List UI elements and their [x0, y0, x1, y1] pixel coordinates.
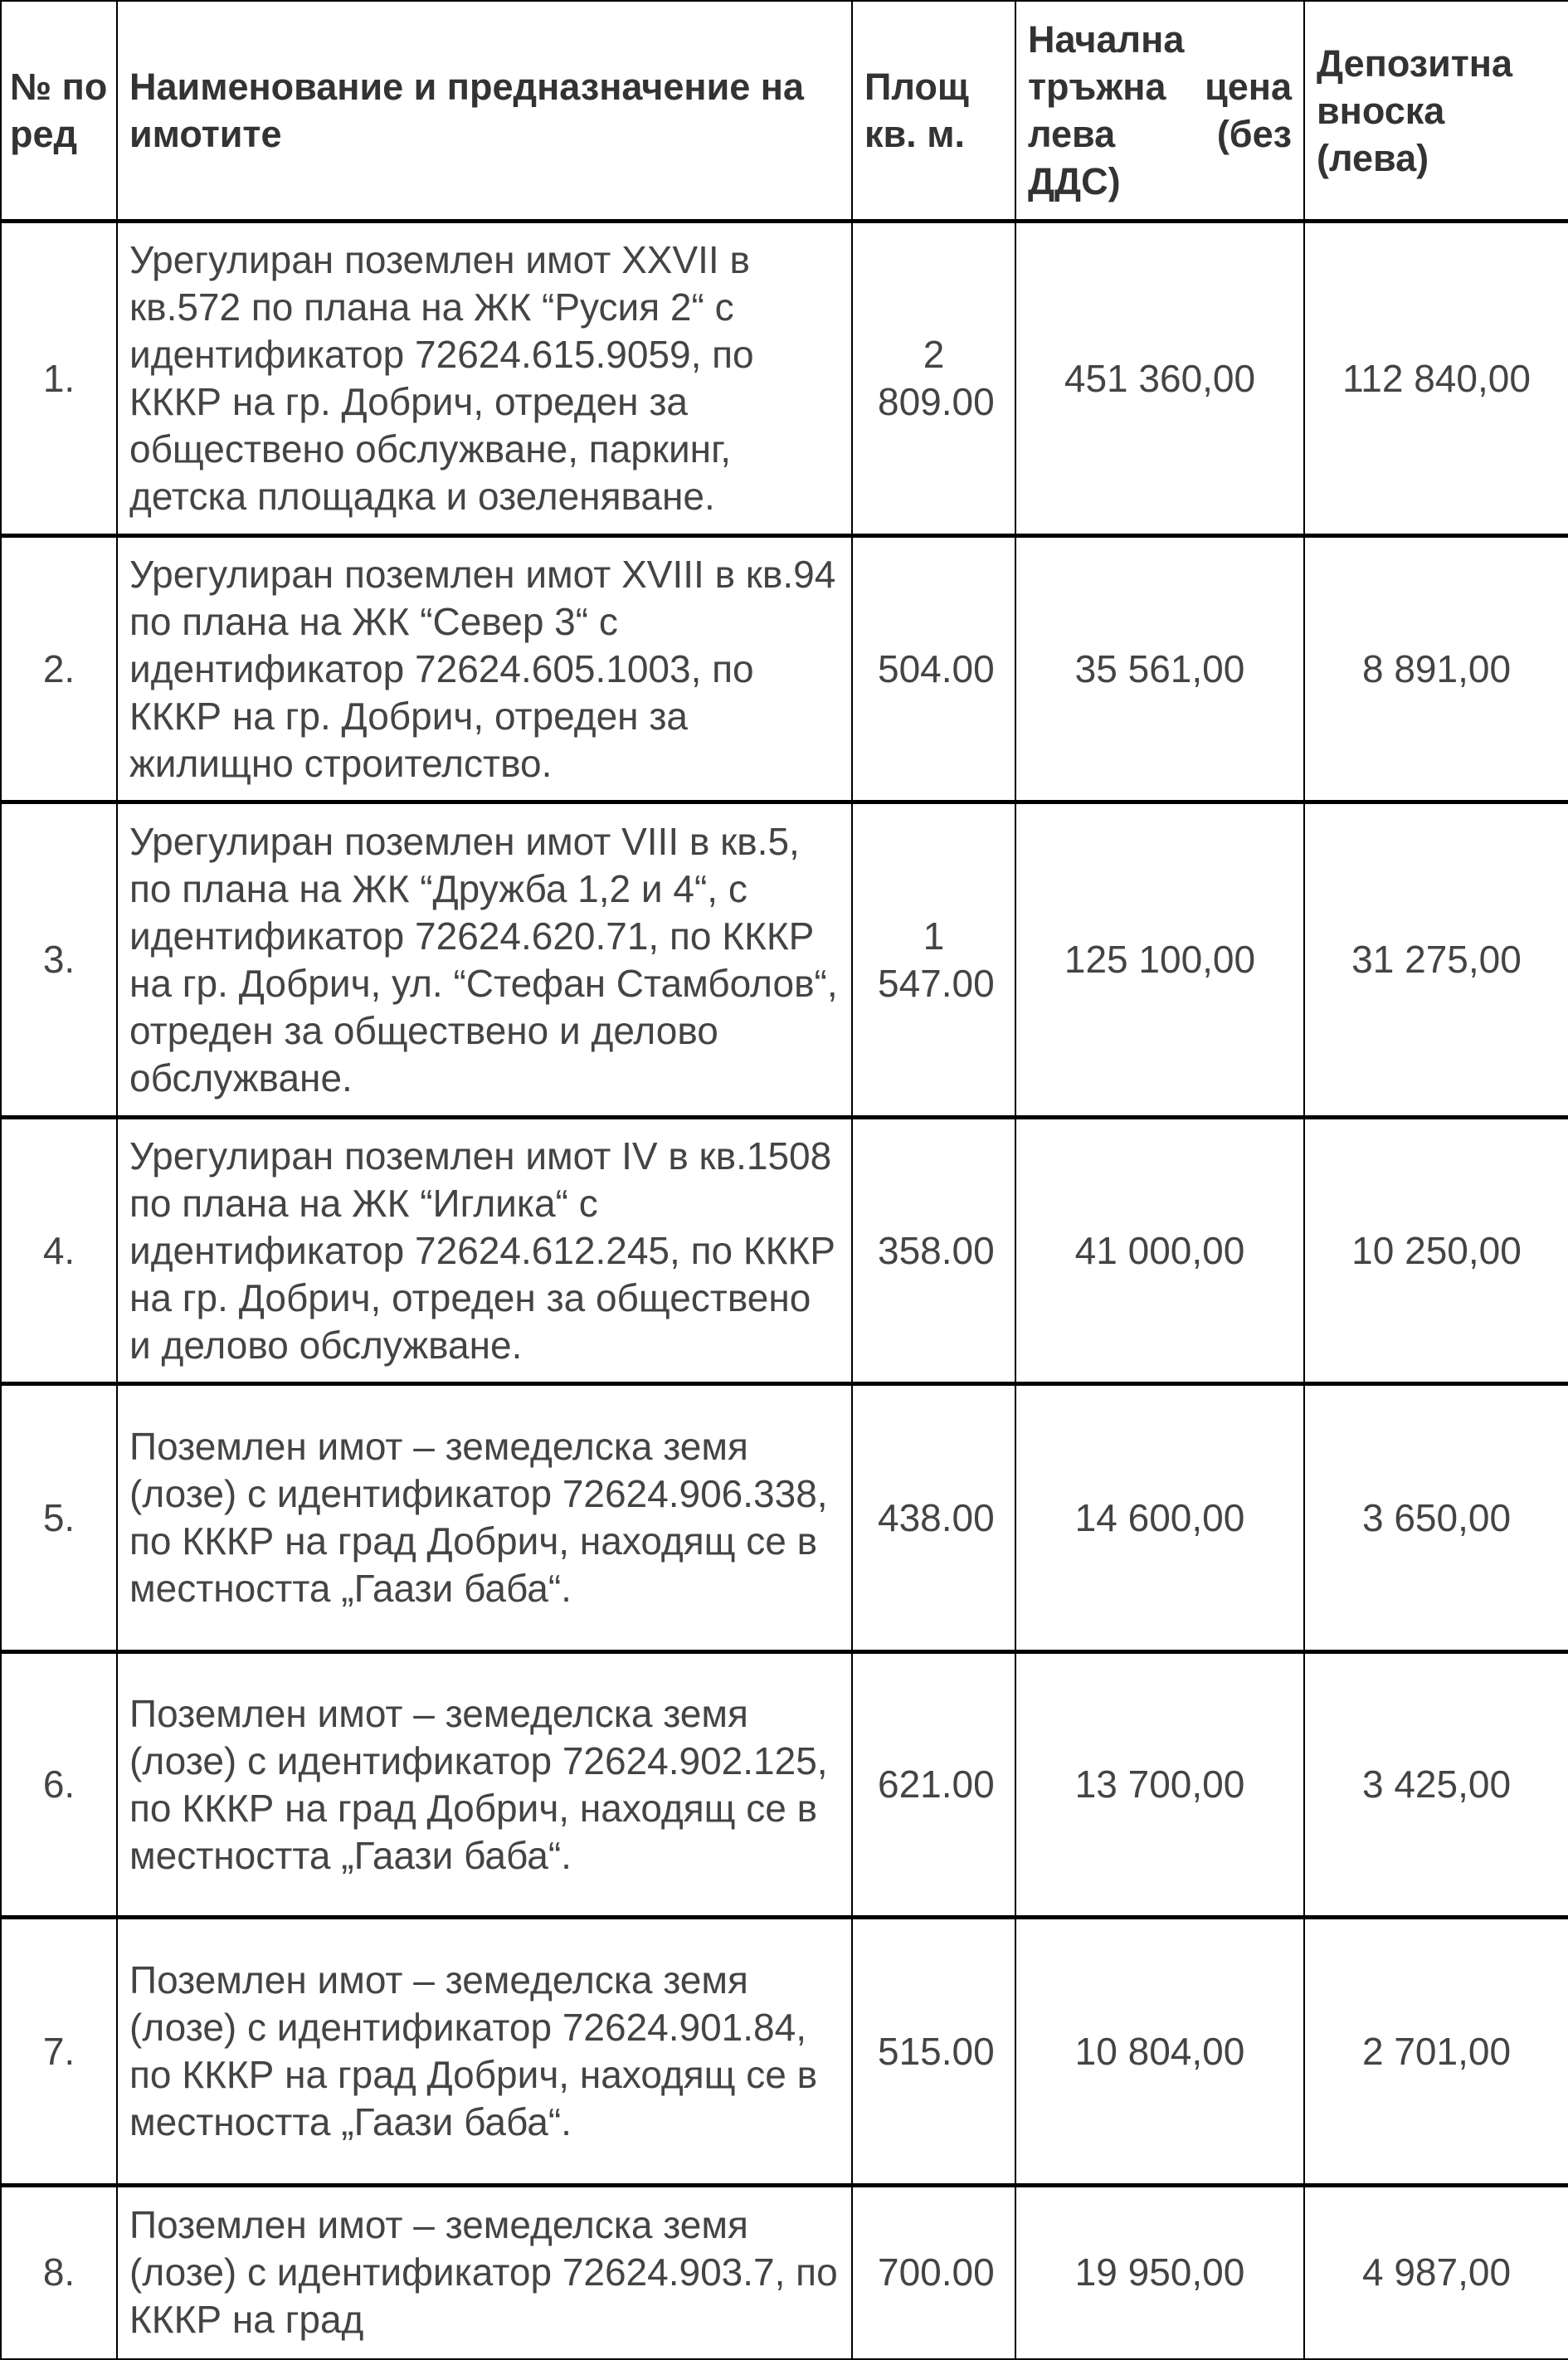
row-number: 6. [1, 1652, 117, 1918]
row-price: 19 950,00 [1015, 2186, 1304, 2359]
table-row [1, 1918, 1568, 2186]
row-price: 13 700,00 [1015, 1652, 1304, 1918]
row-area: 700.00 [852, 2186, 1015, 2359]
row-area: 1 547.00 [852, 802, 1015, 1118]
row-number: 7. [1, 1918, 117, 2186]
row-description: Поземлен имот – земеделска земя (лозе) с идентификатор 72624.902.125, по КККР на град Добрич, находящ се в местността „Гаази баба“. [117, 1652, 852, 1918]
row-number: 3. [1, 802, 117, 1118]
table-row [1, 1118, 1568, 1384]
row-number: 5. [1, 1384, 117, 1652]
row-deposit: 112 840,00 [1304, 222, 1568, 536]
row-deposit: 4 987,00 [1304, 2186, 1568, 2359]
row-description: Поземлен имот – земеделска земя (лозе) с идентификатор 72624.901.84, по КККР на град Добрич, находящ се в местността „Гаази баба“. [117, 1918, 852, 2186]
row-price: 125 100,00 [1015, 802, 1304, 1118]
row-description: Поземлен имот – земеделска земя (лозе) с идентификатор 72624.903.7, по КККР на град [117, 2186, 852, 2359]
header-deposit: Депозитна вноска (лева) [1304, 1, 1568, 222]
row-area: 438.00 [852, 1384, 1015, 1652]
header-price: Начална тръжна цена лева (без ДДС) [1015, 1, 1304, 222]
row-number: 4. [1, 1118, 117, 1384]
row-number: 1. [1, 222, 117, 536]
row-area: 2 809.00 [852, 222, 1015, 536]
row-description: Урегулиран поземлен имот VIII в кв.5, по плана на ЖК “Дружба 1,2 и 4“, с идентификатор 72624.620.71, по КККР на гр. Добрич, ул. “Стефан Стамболов“, отреден за обществено и делово обслужване. [117, 802, 852, 1118]
header-row [1, 1, 1568, 222]
row-deposit: 10 250,00 [1304, 1118, 1568, 1384]
row-price: 14 600,00 [1015, 1384, 1304, 1652]
row-price: 35 561,00 [1015, 536, 1304, 802]
row-description: Урегулиран поземлен имот IV в кв.1508 по плана на ЖК “Иглика“ с идентификатор 72624.612.245, по КККР на гр. Добрич, отреден за обществено и делово обслужване. [117, 1118, 852, 1384]
row-deposit: 8 891,00 [1304, 536, 1568, 802]
row-number: 2. [1, 536, 117, 802]
row-price: 451 360,00 [1015, 222, 1304, 536]
row-deposit: 3 650,00 [1304, 1384, 1568, 1652]
table-row [1, 802, 1568, 1118]
table-row [1, 1384, 1568, 1652]
header-no: № по ред [1, 1, 117, 222]
row-price: 41 000,00 [1015, 1118, 1304, 1384]
row-deposit: 2 701,00 [1304, 1918, 1568, 2186]
row-area: 621.00 [852, 1652, 1015, 1918]
row-area: 358.00 [852, 1118, 1015, 1384]
row-deposit: 31 275,00 [1304, 802, 1568, 1118]
row-number: 8. [1, 2186, 117, 2359]
table-row [1, 222, 1568, 536]
row-description: Урегулиран поземлен имот XXVII в кв.572 по плана на ЖК “Русия 2“ с идентификатор 72624.615.9059, по КККР на гр. Добрич, отреден за обществено обслужване, паркинг, детска площадка и озеленяване. [117, 222, 852, 536]
table-row [1, 536, 1568, 802]
row-price: 10 804,00 [1015, 1918, 1304, 2186]
row-deposit: 3 425,00 [1304, 1652, 1568, 1918]
row-area: 504.00 [852, 536, 1015, 802]
header-description: Наименование и предназначение на имотите [117, 1, 852, 222]
table-row [1, 1652, 1568, 1918]
row-area: 515.00 [852, 1918, 1015, 2186]
header-area: Площ кв. м. [852, 1, 1015, 222]
table-row [1, 2186, 1568, 2359]
row-description: Поземлен имот – земеделска земя (лозе) с идентификатор 72624.906.338, по КККР на град Добрич, находящ се в местността „Гаази баба“. [117, 1384, 852, 1652]
row-description: Урегулиран поземлен имот XVIII в кв.94 по плана на ЖК “Север 3“ с идентификатор 72624.605.1003, по КККР на гр. Добрич, отреден за жилищно строителство. [117, 536, 852, 802]
